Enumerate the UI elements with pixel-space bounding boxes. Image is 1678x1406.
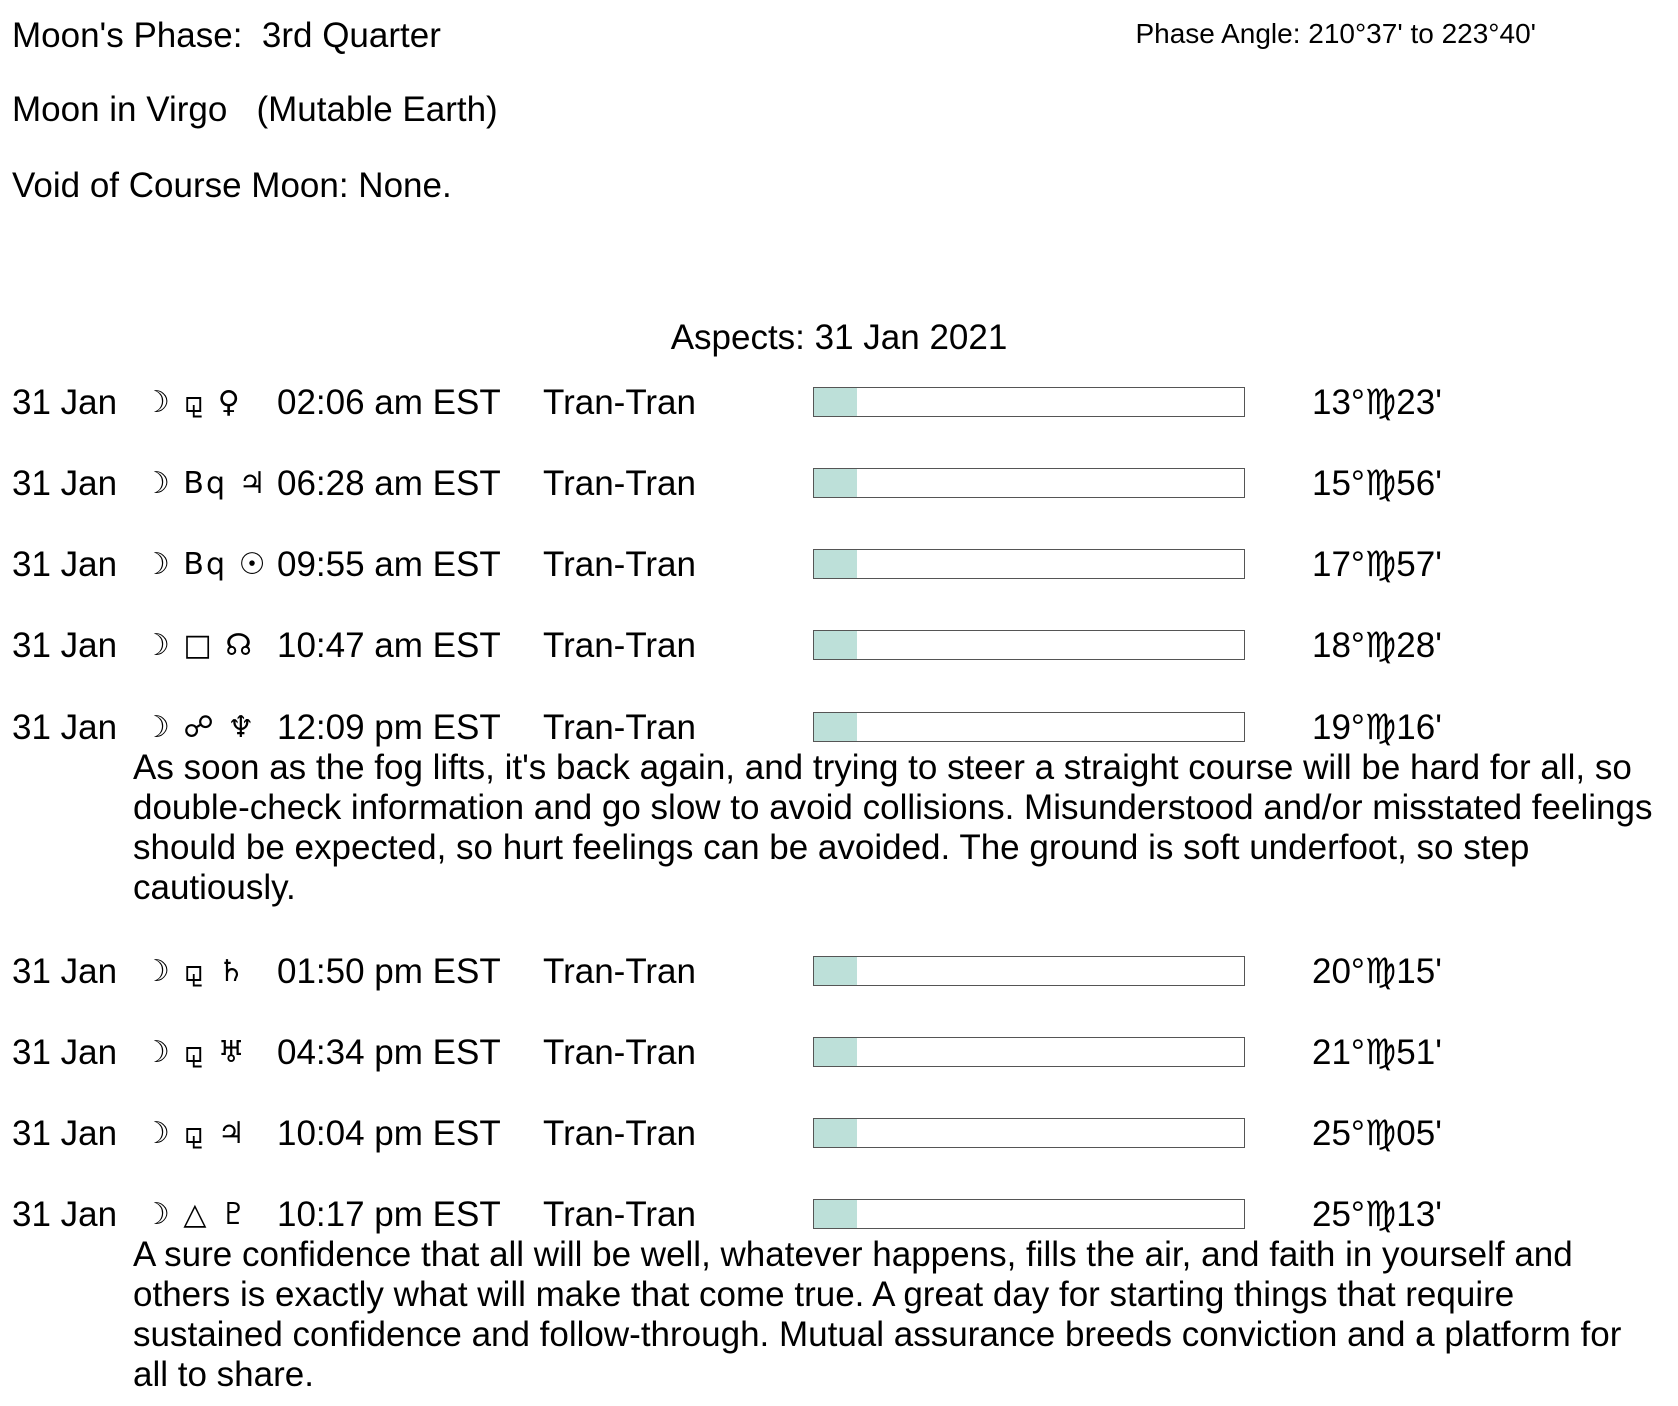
aspect-glyphs: ☽ ⚼ ♄ bbox=[143, 954, 247, 989]
aspect-date: 31 Jan bbox=[12, 952, 118, 991]
aspect-type: Tran-Tran bbox=[543, 708, 696, 747]
aspect-position: 20°♍15' bbox=[1312, 952, 1442, 991]
aspect-time: 10:04 pm EST bbox=[277, 1114, 501, 1153]
moon-phase-label: Moon's Phase: bbox=[12, 16, 243, 55]
strength-bar-fill bbox=[814, 713, 857, 741]
aspect-position: 19°♍16' bbox=[1312, 708, 1442, 747]
aspect-time: 12:09 pm EST bbox=[277, 708, 501, 747]
aspect-glyphs: ☽ □ ☊ bbox=[143, 628, 254, 663]
aspect-position: 25°♍13' bbox=[1312, 1195, 1442, 1234]
aspect-row bbox=[0, 383, 1678, 423]
aspect-glyphs: ☽ ⚼ ♅ bbox=[143, 1035, 247, 1070]
aspect-type: Tran-Tran bbox=[543, 626, 696, 665]
aspect-date: 31 Jan bbox=[12, 1195, 118, 1234]
phase-angle: Phase Angle: 210°37' to 223°40' bbox=[1135, 18, 1536, 49]
aspect-type: Tran-Tran bbox=[543, 1114, 696, 1153]
strength-bar bbox=[813, 468, 1245, 498]
aspect-date: 31 Jan bbox=[12, 383, 118, 422]
strength-bar-fill bbox=[814, 469, 857, 497]
aspect-row bbox=[0, 1195, 1678, 1235]
aspect-type: Tran-Tran bbox=[543, 952, 696, 991]
aspect-type: Tran-Tran bbox=[543, 383, 696, 422]
aspect-glyphs: ☽ ⚼ ♃ bbox=[143, 1116, 247, 1151]
aspect-position: 13°♍23' bbox=[1312, 383, 1442, 422]
aspect-type: Tran-Tran bbox=[543, 1033, 696, 1072]
moon-sign: Moon in Virgo (Mutable Earth) bbox=[12, 90, 498, 129]
aspects-title: Aspects: 31 Jan 2021 bbox=[670, 318, 1008, 357]
aspect-date: 31 Jan bbox=[12, 545, 118, 584]
aspect-row bbox=[0, 708, 1678, 748]
strength-bar-fill bbox=[814, 550, 857, 578]
aspect-position: 17°♍57' bbox=[1312, 545, 1442, 584]
void-of-course: Void of Course Moon: None. bbox=[12, 166, 452, 205]
aspect-time: 09:55 am EST bbox=[277, 545, 501, 584]
aspect-date: 31 Jan bbox=[12, 626, 118, 665]
aspect-glyphs: ☽ Bq ☉ bbox=[143, 547, 268, 582]
aspect-date: 31 Jan bbox=[12, 1033, 118, 1072]
strength-bar bbox=[813, 1118, 1245, 1148]
aspect-row bbox=[0, 1033, 1678, 1073]
strength-bar-fill bbox=[814, 1038, 857, 1066]
strength-bar bbox=[813, 712, 1245, 742]
aspect-row bbox=[0, 626, 1678, 666]
aspect-row bbox=[0, 1114, 1678, 1154]
strength-bar-fill bbox=[814, 1119, 857, 1147]
aspect-glyphs: ☽ ⚼ ♀ bbox=[143, 385, 242, 420]
aspect-description: A sure confidence that all will be well, whatever happens, fills the air, and faith in yourself and others is exactly what will make that come true. A great day for starting things that require sustained confidence and follow-through. Mutual assurance breeds conviction and a platform for all to share. bbox=[133, 1235, 1622, 1394]
aspect-time: 06:28 am EST bbox=[277, 464, 501, 503]
moon-phase-value: 3rd Quarter bbox=[261, 16, 441, 55]
aspect-time: 10:47 am EST bbox=[277, 626, 501, 665]
aspect-position: 18°♍28' bbox=[1312, 626, 1442, 665]
aspect-description: As soon as the fog lifts, it's back again, and trying to steer a straight course will be hard for all, so double-check information and go slow to avoid collisions. Misunderstood and/or misstated feelings should be expected, so hurt feelings can be avoided. The ground is soft underfoot, so step cautiously. bbox=[133, 748, 1653, 907]
aspect-date: 31 Jan bbox=[12, 1114, 118, 1153]
strength-bar bbox=[813, 956, 1245, 986]
aspect-glyphs: ☽ Bq ♃ bbox=[143, 466, 268, 501]
moon-phase-line bbox=[12, 16, 441, 56]
aspect-type: Tran-Tran bbox=[543, 464, 696, 503]
aspect-time: 01:50 pm EST bbox=[277, 952, 501, 991]
strength-bar-fill bbox=[814, 631, 857, 659]
strength-bar-fill bbox=[814, 388, 857, 416]
aspect-position: 25°♍05' bbox=[1312, 1114, 1442, 1153]
aspect-row bbox=[0, 952, 1678, 992]
aspect-time: 10:17 pm EST bbox=[277, 1195, 501, 1234]
aspect-glyphs: ☽ ☍ ♆ bbox=[143, 710, 257, 745]
aspect-row bbox=[0, 545, 1678, 585]
aspect-type: Tran-Tran bbox=[543, 545, 696, 584]
aspect-type: Tran-Tran bbox=[543, 1195, 696, 1234]
aspect-position: 15°♍56' bbox=[1312, 464, 1442, 503]
aspect-row bbox=[0, 464, 1678, 504]
strength-bar-fill bbox=[814, 1200, 857, 1228]
strength-bar bbox=[813, 1199, 1245, 1229]
aspect-date: 31 Jan bbox=[12, 464, 118, 503]
strength-bar bbox=[813, 630, 1245, 660]
strength-bar bbox=[813, 1037, 1245, 1067]
strength-bar bbox=[813, 387, 1245, 417]
aspect-position: 21°♍51' bbox=[1312, 1033, 1442, 1072]
strength-bar-fill bbox=[814, 957, 857, 985]
aspect-time: 02:06 am EST bbox=[277, 383, 501, 422]
strength-bar bbox=[813, 549, 1245, 579]
aspect-time: 04:34 pm EST bbox=[277, 1033, 501, 1072]
aspect-date: 31 Jan bbox=[12, 708, 118, 747]
aspect-glyphs: ☽ △ ♇ bbox=[143, 1197, 249, 1232]
